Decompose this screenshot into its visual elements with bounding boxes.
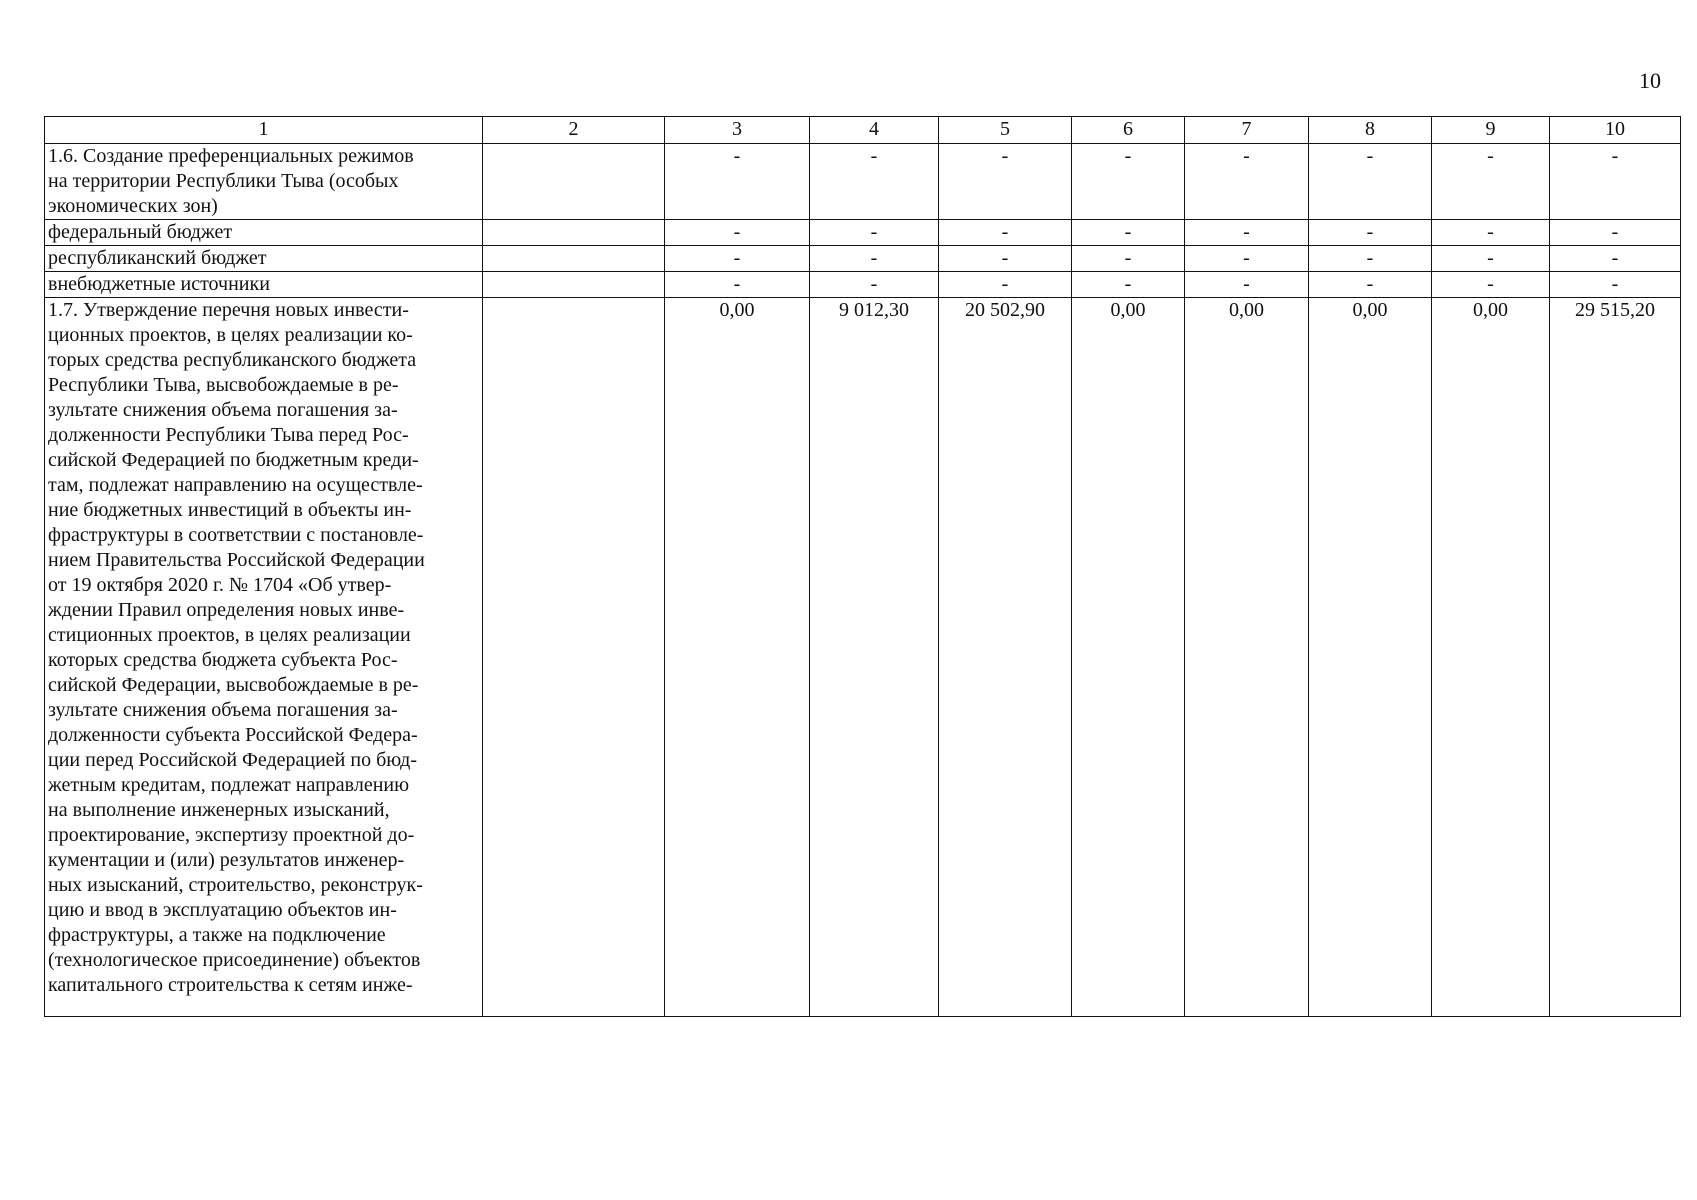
- table-row: [45, 220, 1681, 246]
- header-col-9: 9: [1432, 117, 1550, 144]
- header-col-10: 10: [1550, 117, 1681, 144]
- row-value: 20 502,90: [939, 298, 1072, 1017]
- row-value: -: [1072, 144, 1185, 220]
- header-col-1: 1: [45, 117, 483, 144]
- row-name: республиканский бюджет: [45, 246, 483, 272]
- row-value: -: [1550, 220, 1681, 246]
- row-value: -: [665, 272, 810, 298]
- row-value: -: [939, 272, 1072, 298]
- header-col-7: 7: [1185, 117, 1309, 144]
- row-value: -: [1072, 246, 1185, 272]
- row-value: -: [939, 246, 1072, 272]
- row-value: -: [1432, 272, 1550, 298]
- row-value: -: [1185, 144, 1309, 220]
- row-value: -: [1185, 272, 1309, 298]
- row-col2: [483, 144, 665, 220]
- header-row: [45, 117, 1681, 144]
- row-value: -: [1432, 246, 1550, 272]
- row-value: -: [665, 144, 810, 220]
- row-value: 0,00: [1185, 298, 1309, 1017]
- header-col-6: 6: [1072, 117, 1185, 144]
- table-row: [45, 144, 1681, 220]
- page-number: 10: [1639, 68, 1661, 93]
- row-value: -: [810, 144, 939, 220]
- row-value: 0,00: [665, 298, 810, 1017]
- row-value: -: [810, 272, 939, 298]
- header-col-5: 5: [939, 117, 1072, 144]
- row-value: -: [1072, 220, 1185, 246]
- table-row: [45, 298, 1681, 1017]
- row-value: -: [1432, 220, 1550, 246]
- row-value: -: [1550, 246, 1681, 272]
- row-name: 1.6. Создание преференциальных режимов на территории Республики Тыва (особых экономических зон): [45, 144, 483, 220]
- row-value: -: [1550, 144, 1681, 220]
- row-value: -: [810, 246, 939, 272]
- row-value: -: [1185, 246, 1309, 272]
- row-col2: [483, 298, 665, 1017]
- row-value: -: [1185, 220, 1309, 246]
- row-name: федеральный бюджет: [45, 220, 483, 246]
- row-value: -: [939, 220, 1072, 246]
- row-value: -: [1072, 272, 1185, 298]
- row-col2: [483, 220, 665, 246]
- row-value: 0,00: [1309, 298, 1432, 1017]
- row-name: 1.7. Утверждение перечня новых инвести- ционных проектов, в целях реализации ко- торых средства республиканского бюджета Республики Тыва, высвобождаемые в ре- зультате снижения объема погашения за- долженности Республики Тыва перед Рос- сийской Федерацией по бюджетным креди- там, подлежат направлению на осуществле- ние бюджетных инвестиций в объекты ин- фраструктуры в соответствии с постановле- нием Правительства Российской Федерации от 19 октября 2020 г. № 1704 «Об утвер- ждении Правил определения новых инве- стиционных проектов, в целях реализации которых средства бюджета субъекта Рос- сийской Федерации, высвобождаемые в ре- зультате снижения объема погашения за- долженности субъекта Российской Федера- ции перед Российской Федерацией по бюд- жетным кредитам, подлежат направлению на выполнение инженерных изысканий, проектирование, экспертизу проектной до- кументации и (или) результатов инженер- ных изысканий, строительство, реконструк- цию и ввод в эксплуатацию объектов ин- фраструктуры, а также на подключение (технологическое присоединение) объектов капитального строительства к сетям инже-: [45, 298, 483, 1017]
- header-col-2: 2: [483, 117, 665, 144]
- row-value: 29 515,20: [1550, 298, 1681, 1017]
- row-value: -: [810, 220, 939, 246]
- header-col-3: 3: [665, 117, 810, 144]
- row-value: 0,00: [1072, 298, 1185, 1017]
- row-col2: [483, 246, 665, 272]
- table-row: [45, 272, 1681, 298]
- table-row: [45, 246, 1681, 272]
- row-value: -: [1432, 144, 1550, 220]
- row-value: -: [665, 220, 810, 246]
- row-value: 9 012,30: [810, 298, 939, 1017]
- header-col-8: 8: [1309, 117, 1432, 144]
- row-value: -: [939, 144, 1072, 220]
- budget-table: [44, 116, 1681, 1017]
- row-value: -: [1309, 220, 1432, 246]
- header-col-4: 4: [810, 117, 939, 144]
- row-value: -: [1309, 144, 1432, 220]
- row-value: -: [1550, 272, 1681, 298]
- row-value: -: [665, 246, 810, 272]
- row-name: внебюджетные источники: [45, 272, 483, 298]
- row-value: -: [1309, 246, 1432, 272]
- row-value: -: [1309, 272, 1432, 298]
- row-col2: [483, 272, 665, 298]
- row-value: 0,00: [1432, 298, 1550, 1017]
